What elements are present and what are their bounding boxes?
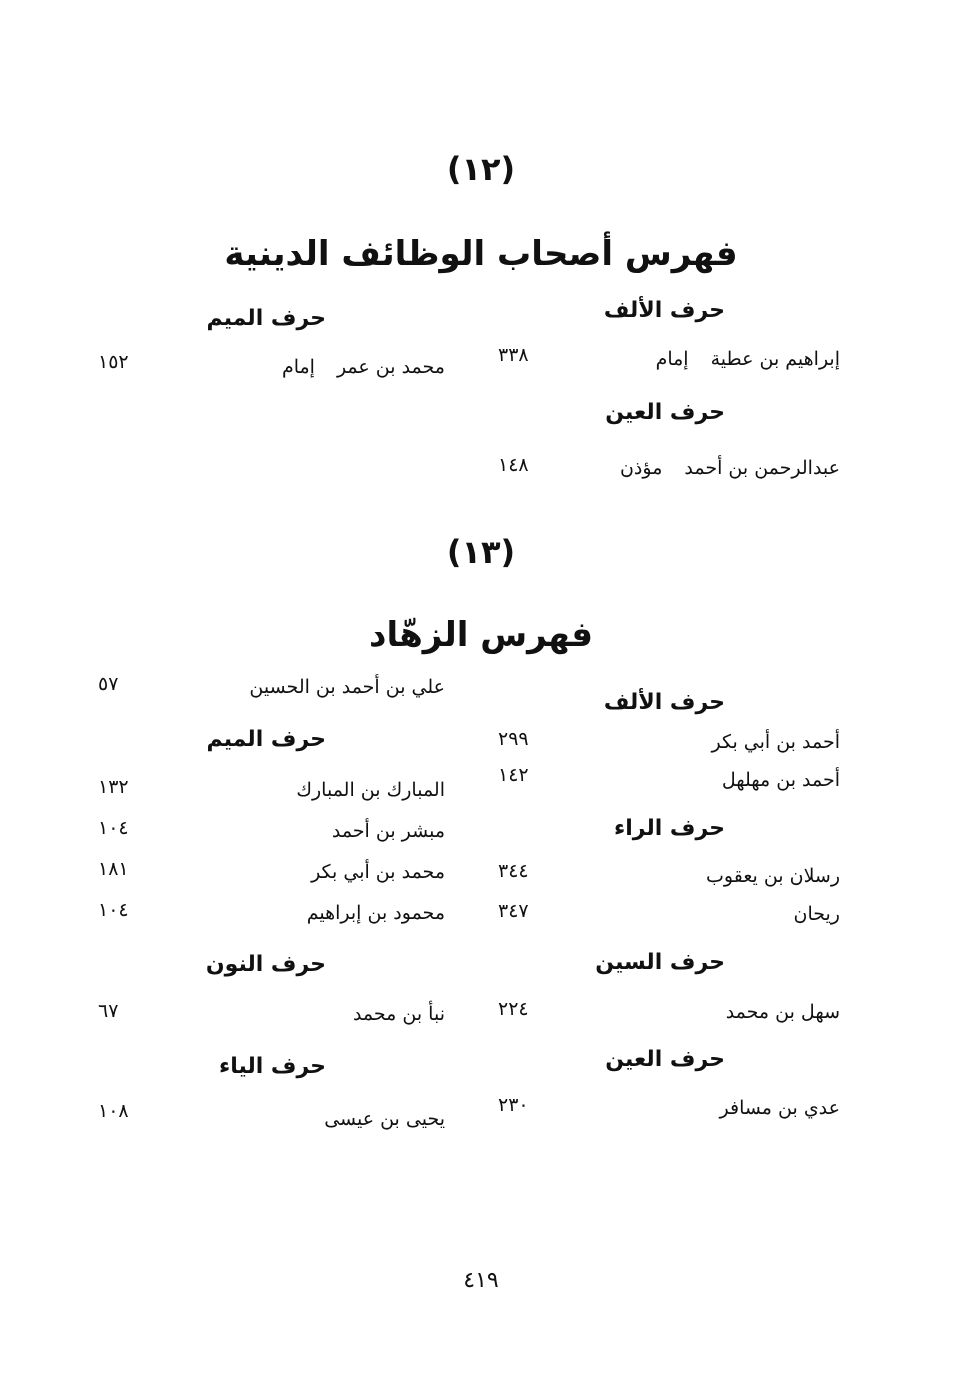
s13-page-mahmud: ١٠٤ [98,899,129,921]
s13-page-muhammad-abibakr: ١٨١ [98,858,129,880]
s12-entry-abdulrahman [620,457,840,479]
s13-page-mubashshir: ١٠٤ [98,817,129,839]
entry-role: إمام [655,348,689,370]
s13-entry-ruslan: رسلان بن يعقوب [706,865,840,887]
section-13-number: (١٣) [446,533,516,571]
s13-heading-seen: حرف السين [595,950,725,975]
s13-page-rayhan: ٣٤٧ [498,900,529,922]
s13-heading-ra: حرف الراء [613,816,725,841]
s13-page-yahya: ١٠٨ [98,1100,129,1122]
s12-heading-ain: حرف العين [605,400,725,425]
s12-entry-muhammad-omar [282,356,445,378]
section-12-number: (١٢) [446,150,516,188]
s13-heading-noon: حرف النون [205,952,326,977]
s13-page-ahmad-muhalhil: ١٤٢ [498,764,529,786]
s13-page-ruslan: ٣٤٤ [498,860,529,882]
s13-page-ali: ٥٧ [98,673,119,695]
s13-entry-mahmud: محمود بن إبراهيم [306,902,445,924]
s13-entry-ahmad-muhalhil: أحمد بن مهلهل [721,769,840,791]
section-12-title: فهرس أصحاب الوظائف الدينية [224,234,738,274]
entry-name: عبدالرحمن بن أحمد [684,457,840,479]
s12-entry-ibrahim [656,348,840,370]
s13-entry-muhammad-abibakr: محمد بن أبي بكر [311,861,445,883]
s13-page-ahmad-abibakr: ٢٩٩ [498,728,529,750]
s13-page-naba: ٦٧ [98,1000,119,1022]
s12-heading-meem: حرف الميم [206,306,326,331]
entry-role: إمام [281,356,315,378]
section-13-title: فهرس الزهّاد [369,615,593,655]
s12-page-abdulrahman: ١٤٨ [498,454,529,476]
s13-entry-adi: عدي بن مسافر [719,1097,840,1119]
s13-page-mubarak: ١٣٢ [98,776,129,798]
entry-name: محمد بن عمر [336,356,445,378]
s13-page-sahl: ٢٢٤ [498,998,529,1020]
s13-entry-mubarak: المبارك بن المبارك [296,779,445,801]
page-number: ٤١٩ [463,1268,499,1293]
s13-entry-sahl: سهل بن محمد [725,1001,840,1023]
s12-page-muhammad-omar: ١٥٢ [98,351,129,373]
entry-role: مؤذن [619,457,663,479]
s12-page-ibrahim: ٣٣٨ [498,344,529,366]
s13-entry-rayhan: ريحان [793,903,840,925]
s13-heading-alef: حرف الألف [603,690,725,715]
s13-entry-naba: نبأ بن محمد [352,1003,445,1025]
entry-name: إبراهيم بن عطية [710,348,840,370]
s12-heading-alef: حرف الألف [603,298,725,323]
s13-page-adi: ٢٣٠ [498,1094,529,1116]
s13-entry-ali: علي بن أحمد بن الحسين [249,676,445,698]
s13-heading-meem: حرف الميم [206,727,326,752]
s13-entry-mubashshir: مبشر بن أحمد [331,820,445,842]
s13-heading-ain: حرف العين [605,1047,725,1072]
s13-heading-ya: حرف الياء [218,1054,326,1079]
s13-entry-ahmad-abibakr: أحمد بن أبي بكر [711,731,840,753]
s13-entry-yahya: يحيى بن عيسى [324,1108,445,1130]
